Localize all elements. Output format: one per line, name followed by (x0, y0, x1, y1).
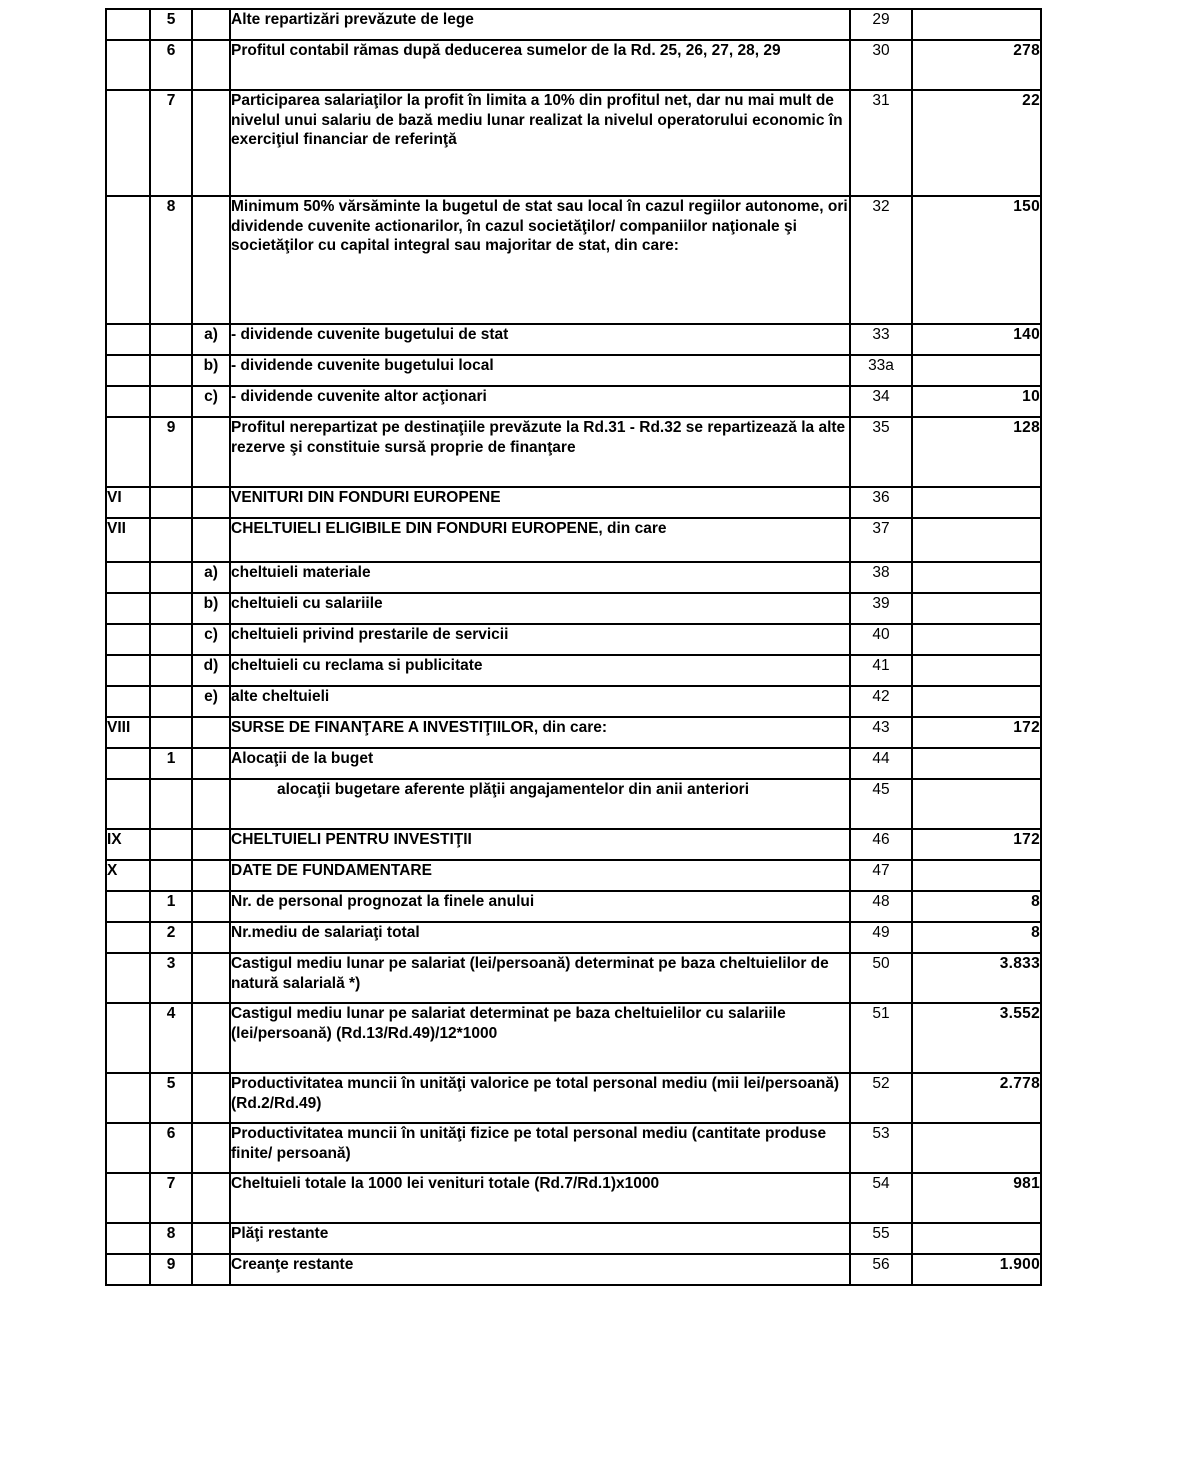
cell-row-number: 41 (850, 655, 912, 686)
cell-value (912, 655, 1041, 686)
cell-indicator-label: VENITURI DIN FONDURI EUROPENE (230, 487, 850, 518)
table-row (106, 922, 1041, 953)
cell-row-number: 44 (850, 748, 912, 779)
cell-roman (106, 1223, 150, 1254)
table-row (106, 860, 1041, 891)
table-row (106, 593, 1041, 624)
cell-number (150, 593, 192, 624)
cell-number: 8 (150, 1223, 192, 1254)
cell-letter (192, 829, 230, 860)
cell-roman (106, 1173, 150, 1223)
cell-indicator-label: CHELTUIELI ELIGIBILE DIN FONDURI EUROPENE, din care (230, 518, 850, 562)
cell-row-number: 45 (850, 779, 912, 829)
table-row (106, 417, 1041, 487)
cell-number (150, 518, 192, 562)
cell-row-number: 43 (850, 717, 912, 748)
table-row (106, 717, 1041, 748)
cell-value (912, 9, 1041, 40)
table-row (106, 686, 1041, 717)
cell-roman (106, 748, 150, 779)
cell-value: 172 (912, 717, 1041, 748)
cell-number: 2 (150, 922, 192, 953)
cell-letter (192, 748, 230, 779)
cell-number: 1 (150, 748, 192, 779)
cell-indicator-label: - dividende cuvenite bugetului local (230, 355, 850, 386)
cell-value: 172 (912, 829, 1041, 860)
cell-roman: VIII (106, 717, 150, 748)
cell-roman (106, 1073, 150, 1123)
cell-row-number: 33 (850, 324, 912, 355)
cell-row-number: 37 (850, 518, 912, 562)
table-row (106, 9, 1041, 40)
cell-row-number: 51 (850, 1003, 912, 1073)
cell-roman (106, 324, 150, 355)
cell-number (150, 686, 192, 717)
table-row (106, 953, 1041, 1003)
cell-roman (106, 562, 150, 593)
cell-row-number: 29 (850, 9, 912, 40)
cell-value (912, 487, 1041, 518)
cell-number: 7 (150, 90, 192, 196)
cell-value: 22 (912, 90, 1041, 196)
cell-indicator-label: cheltuieli privind prestarile de servicii (230, 624, 850, 655)
cell-letter (192, 779, 230, 829)
cell-indicator-label: cheltuieli cu reclama si publicitate (230, 655, 850, 686)
cell-roman (106, 196, 150, 324)
cell-value (912, 779, 1041, 829)
cell-value (912, 748, 1041, 779)
cell-value: 128 (912, 417, 1041, 487)
cell-indicator-label: Minimum 50% vărsăminte la bugetul de stat sau local în cazul regiilor autonome, ori dividende cuvenite actionarilor, în cazul societăţilor/ companiilor naţionale şi societăţilor cu capital integral sau majoritar de stat, din care: (230, 196, 850, 324)
cell-indicator-label: Castigul mediu lunar pe salariat determinat pe baza cheltuielilor cu salariile (lei/persoană) (Rd.13/Rd.49)/12*1000 (230, 1003, 850, 1073)
cell-value: 981 (912, 1173, 1041, 1223)
cell-indicator-label: SURSE DE FINANŢARE A INVESTIŢIILOR, din care: (230, 717, 850, 748)
cell-letter: a) (192, 324, 230, 355)
cell-roman (106, 355, 150, 386)
cell-indicator-label: Nr. de personal prognozat la finele anului (230, 891, 850, 922)
cell-indicator-label: cheltuieli cu salariile (230, 593, 850, 624)
cell-roman (106, 9, 150, 40)
cell-roman (106, 417, 150, 487)
cell-letter (192, 953, 230, 1003)
cell-roman (106, 593, 150, 624)
cell-row-number: 53 (850, 1123, 912, 1173)
cell-roman: X (106, 860, 150, 891)
cell-number: 6 (150, 1123, 192, 1173)
cell-roman: VI (106, 487, 150, 518)
cell-letter (192, 1223, 230, 1254)
cell-letter (192, 196, 230, 324)
cell-value: 8 (912, 891, 1041, 922)
table-row (106, 1254, 1041, 1285)
cell-number (150, 655, 192, 686)
cell-number: 4 (150, 1003, 192, 1073)
budget-table-body (106, 9, 1041, 1285)
cell-letter (192, 518, 230, 562)
cell-row-number: 55 (850, 1223, 912, 1254)
cell-indicator-label: Nr.mediu de salariaţi total (230, 922, 850, 953)
cell-number: 8 (150, 196, 192, 324)
cell-indicator-label: Alocaţii de la buget (230, 748, 850, 779)
cell-indicator-label: DATE DE FUNDAMENTARE (230, 860, 850, 891)
cell-number: 5 (150, 1073, 192, 1123)
table-row (106, 1123, 1041, 1173)
table-row (106, 655, 1041, 686)
cell-indicator-label: Profitul contabil rămas după deducerea sumelor de la Rd. 25, 26, 27, 28, 29 (230, 40, 850, 90)
cell-row-number: 56 (850, 1254, 912, 1285)
cell-value (912, 624, 1041, 655)
cell-number: 6 (150, 40, 192, 90)
cell-value (912, 355, 1041, 386)
cell-letter: a) (192, 562, 230, 593)
cell-letter (192, 860, 230, 891)
cell-roman (106, 1003, 150, 1073)
cell-roman (106, 686, 150, 717)
cell-row-number: 47 (850, 860, 912, 891)
cell-row-number: 35 (850, 417, 912, 487)
table-row (106, 891, 1041, 922)
cell-roman (106, 1254, 150, 1285)
cell-letter: c) (192, 624, 230, 655)
cell-number: 1 (150, 891, 192, 922)
cell-roman (106, 953, 150, 1003)
cell-number: 3 (150, 953, 192, 1003)
table-row (106, 40, 1041, 90)
cell-roman (106, 624, 150, 655)
cell-roman (106, 655, 150, 686)
cell-value (912, 593, 1041, 624)
cell-indicator-label: alocaţii bugetare aferente plăţii angajamentelor din anii anteriori (230, 779, 850, 829)
cell-row-number: 32 (850, 196, 912, 324)
cell-row-number: 50 (850, 953, 912, 1003)
cell-value: 3.552 (912, 1003, 1041, 1073)
cell-roman: VII (106, 518, 150, 562)
cell-value: 3.833 (912, 953, 1041, 1003)
table-row (106, 1003, 1041, 1073)
cell-row-number: 52 (850, 1073, 912, 1123)
cell-value: 278 (912, 40, 1041, 90)
cell-indicator-label: alte cheltuieli (230, 686, 850, 717)
table-row (106, 562, 1041, 593)
cell-indicator-label: Participarea salariaţilor la profit în limita a 10% din profitul net, dar nu mai mult de nivelul unui salariu de bază mediu lunar realizat la nivelul operatorului economic în exerciţiul financiar de referinţă (230, 90, 850, 196)
cell-roman (106, 1123, 150, 1173)
cell-letter (192, 1254, 230, 1285)
cell-value (912, 860, 1041, 891)
cell-letter (192, 891, 230, 922)
cell-letter (192, 40, 230, 90)
cell-indicator-label: - dividende cuvenite bugetului de stat (230, 324, 850, 355)
table-row (106, 1073, 1041, 1123)
cell-letter (192, 922, 230, 953)
cell-roman (106, 40, 150, 90)
cell-row-number: 40 (850, 624, 912, 655)
table-row (106, 386, 1041, 417)
cell-indicator-label: Cheltuieli totale la 1000 lei venituri totale (Rd.7/Rd.1)x1000 (230, 1173, 850, 1223)
cell-row-number: 48 (850, 891, 912, 922)
cell-number (150, 717, 192, 748)
cell-letter (192, 1073, 230, 1123)
cell-roman: IX (106, 829, 150, 860)
cell-row-number: 54 (850, 1173, 912, 1223)
cell-roman (106, 386, 150, 417)
cell-letter (192, 90, 230, 196)
table-row (106, 324, 1041, 355)
cell-row-number: 31 (850, 90, 912, 196)
table-row (106, 518, 1041, 562)
cell-letter (192, 487, 230, 518)
cell-letter: c) (192, 386, 230, 417)
cell-value: 150 (912, 196, 1041, 324)
cell-indicator-label: Productivitatea muncii în unităţi valorice pe total personal mediu (mii lei/persoană) (Rd.2/Rd.49) (230, 1073, 850, 1123)
cell-letter: e) (192, 686, 230, 717)
table-row (106, 829, 1041, 860)
cell-row-number: 34 (850, 386, 912, 417)
cell-row-number: 46 (850, 829, 912, 860)
table-row (106, 355, 1041, 386)
cell-row-number: 33a (850, 355, 912, 386)
cell-row-number: 38 (850, 562, 912, 593)
cell-letter (192, 1123, 230, 1173)
table-row (106, 748, 1041, 779)
budget-table (105, 8, 1042, 1286)
cell-value (912, 518, 1041, 562)
cell-number (150, 860, 192, 891)
cell-indicator-label: Alte repartizări prevăzute de lege (230, 9, 850, 40)
cell-number: 9 (150, 1254, 192, 1285)
cell-number: 9 (150, 417, 192, 487)
cell-roman (106, 891, 150, 922)
cell-number (150, 562, 192, 593)
cell-roman (106, 779, 150, 829)
table-row (106, 487, 1041, 518)
cell-value (912, 562, 1041, 593)
cell-number (150, 324, 192, 355)
cell-number (150, 487, 192, 518)
cell-indicator-label: CHELTUIELI PENTRU INVESTIŢII (230, 829, 850, 860)
cell-row-number: 30 (850, 40, 912, 90)
cell-indicator-label: Plăţi restante (230, 1223, 850, 1254)
cell-roman (106, 922, 150, 953)
cell-number (150, 829, 192, 860)
cell-roman (106, 90, 150, 196)
cell-row-number: 36 (850, 487, 912, 518)
cell-number: 7 (150, 1173, 192, 1223)
cell-value: 1.900 (912, 1254, 1041, 1285)
cell-indicator-label: cheltuieli materiale (230, 562, 850, 593)
table-row (106, 1173, 1041, 1223)
cell-number (150, 779, 192, 829)
table-row (106, 1223, 1041, 1254)
cell-letter (192, 1003, 230, 1073)
cell-number (150, 624, 192, 655)
cell-indicator-label: Creanţe restante (230, 1254, 850, 1285)
cell-letter (192, 9, 230, 40)
table-row (106, 779, 1041, 829)
cell-indicator-label: Productivitatea muncii în unităţi fizice pe total personal mediu (cantitate produse finite/ persoană) (230, 1123, 850, 1173)
cell-indicator-label: Profitul nerepartizat pe destinaţiile prevăzute la Rd.31 - Rd.32 se repartizează la alte rezerve şi constituie sursă proprie de finanţare (230, 417, 850, 487)
table-row (106, 196, 1041, 324)
cell-number (150, 386, 192, 417)
cell-indicator-label: Castigul mediu lunar pe salariat (lei/persoană) determinat pe baza cheltuielilor de natură salarială *) (230, 953, 850, 1003)
cell-value (912, 1223, 1041, 1254)
cell-value: 8 (912, 922, 1041, 953)
cell-row-number: 42 (850, 686, 912, 717)
table-row (106, 90, 1041, 196)
cell-letter: d) (192, 655, 230, 686)
cell-letter (192, 717, 230, 748)
cell-letter: b) (192, 355, 230, 386)
cell-value (912, 1123, 1041, 1173)
cell-letter (192, 1173, 230, 1223)
cell-row-number: 39 (850, 593, 912, 624)
cell-number: 5 (150, 9, 192, 40)
cell-row-number: 49 (850, 922, 912, 953)
cell-value: 10 (912, 386, 1041, 417)
cell-indicator-label: - dividende cuvenite altor acţionari (230, 386, 850, 417)
cell-number (150, 355, 192, 386)
cell-value: 140 (912, 324, 1041, 355)
cell-value (912, 686, 1041, 717)
cell-letter: b) (192, 593, 230, 624)
table-row (106, 624, 1041, 655)
cell-letter (192, 417, 230, 487)
cell-value: 2.778 (912, 1073, 1041, 1123)
